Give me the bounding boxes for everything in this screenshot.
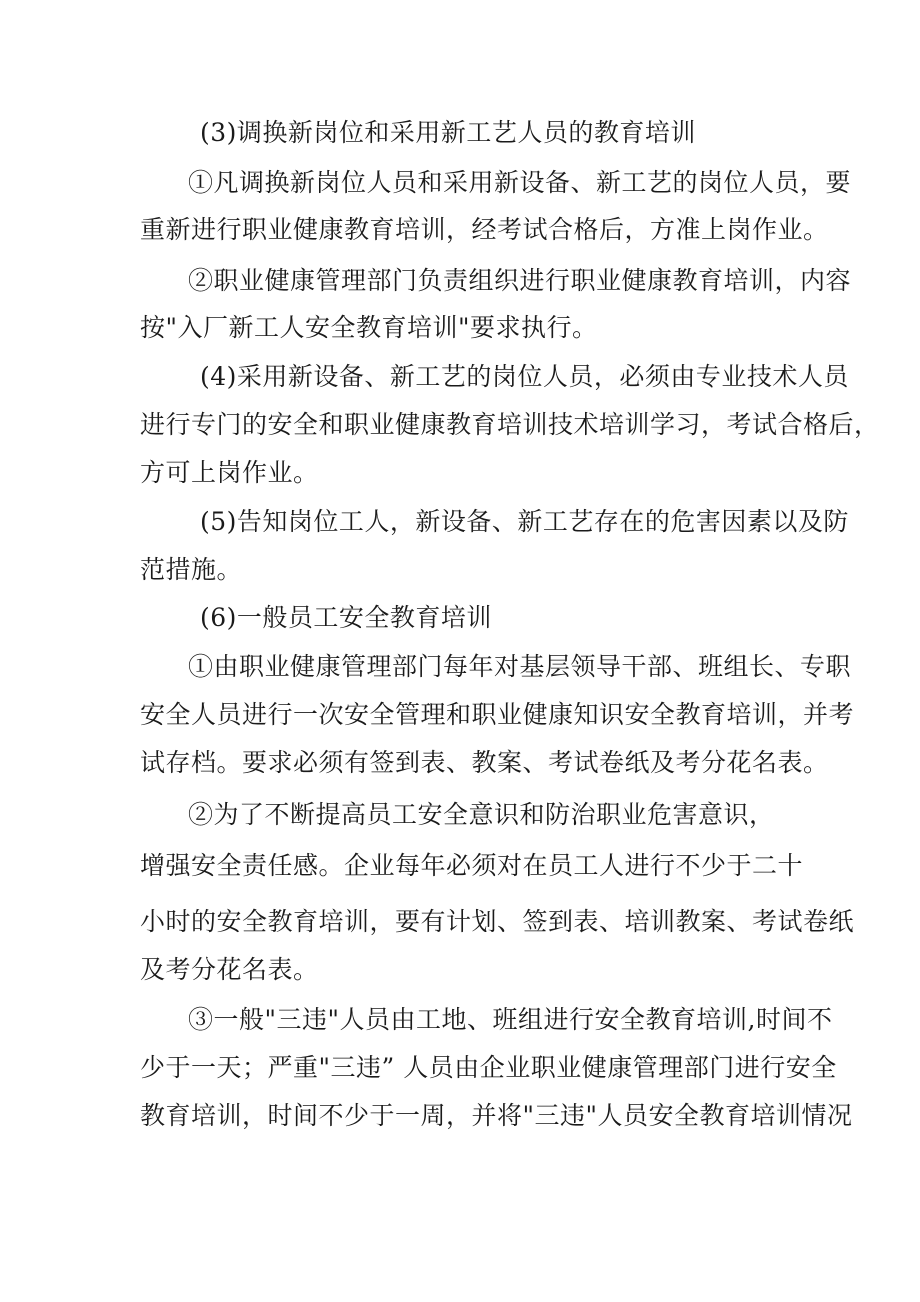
paragraph-line: 重新进行职业健康教育培训，经考试合格后，方准上岗作业。 — [140, 215, 829, 244]
heading-6: (6)一般员工安全教育培训 — [200, 603, 492, 632]
heading-3: (3)调换新岗位和采用新工艺人员的教育培训 — [200, 118, 696, 147]
paragraph-line: 试存档。要求必须有签到表、教案、考试卷纸及考分花名表。 — [140, 748, 829, 777]
paragraph-line: 教育培训，时间不少于一周，并将"三违"人员安全教育培训情况 — [140, 1101, 853, 1130]
paragraph-line: 增强安全责任感。企业每年必须对在员工人进行不少于二十 — [140, 851, 804, 880]
paragraph-line: ①由职业健康管理部门每年对基层领导干部、班组长、专职 — [188, 652, 852, 681]
paragraph-line: 及考分花名表。 — [140, 955, 319, 984]
paragraph-line: 按"入厂新工人安全教育培训"要求执行。 — [140, 313, 598, 342]
paragraph-line: ②职业健康管理部门负责组织进行职业健康教育培训，内容 — [188, 266, 852, 295]
paragraph-line: 范措施。 — [140, 555, 243, 584]
paragraph-line: ①凡调换新岗位人员和采用新设备、新工艺的岗位人员，要 — [188, 168, 852, 197]
paragraph-line: ③一般"三违"人员由工地、班组进行安全教育培训,时间不 — [188, 1005, 833, 1034]
paragraph-line: 安全人员进行一次安全管理和职业健康知识安全教育培训，并考 — [140, 700, 855, 729]
paragraph-line: 少于一天；严重"三违” 人员由企业职业健康管理部门进行安全 — [140, 1053, 837, 1082]
paragraph-line: 进行专门的安全和职业健康教育培训技术培训学习，考试合格后， — [140, 410, 880, 439]
paragraph-line: 小时的安全教育培训，要有计划、签到表、培训教案、考试卷纸 — [140, 907, 855, 936]
heading-5: (5)告知岗位工人，新设备、新工艺存在的危害因素以及防 — [200, 507, 849, 536]
paragraph-line: 方可上岗作业。 — [140, 458, 319, 487]
paragraph-line: ②为了不断提高员工安全意识和防治职业危害意识， — [188, 800, 775, 829]
heading-4: (4)采用新设备、新工艺的岗位人员，必须由专业技术人员 — [200, 362, 849, 391]
